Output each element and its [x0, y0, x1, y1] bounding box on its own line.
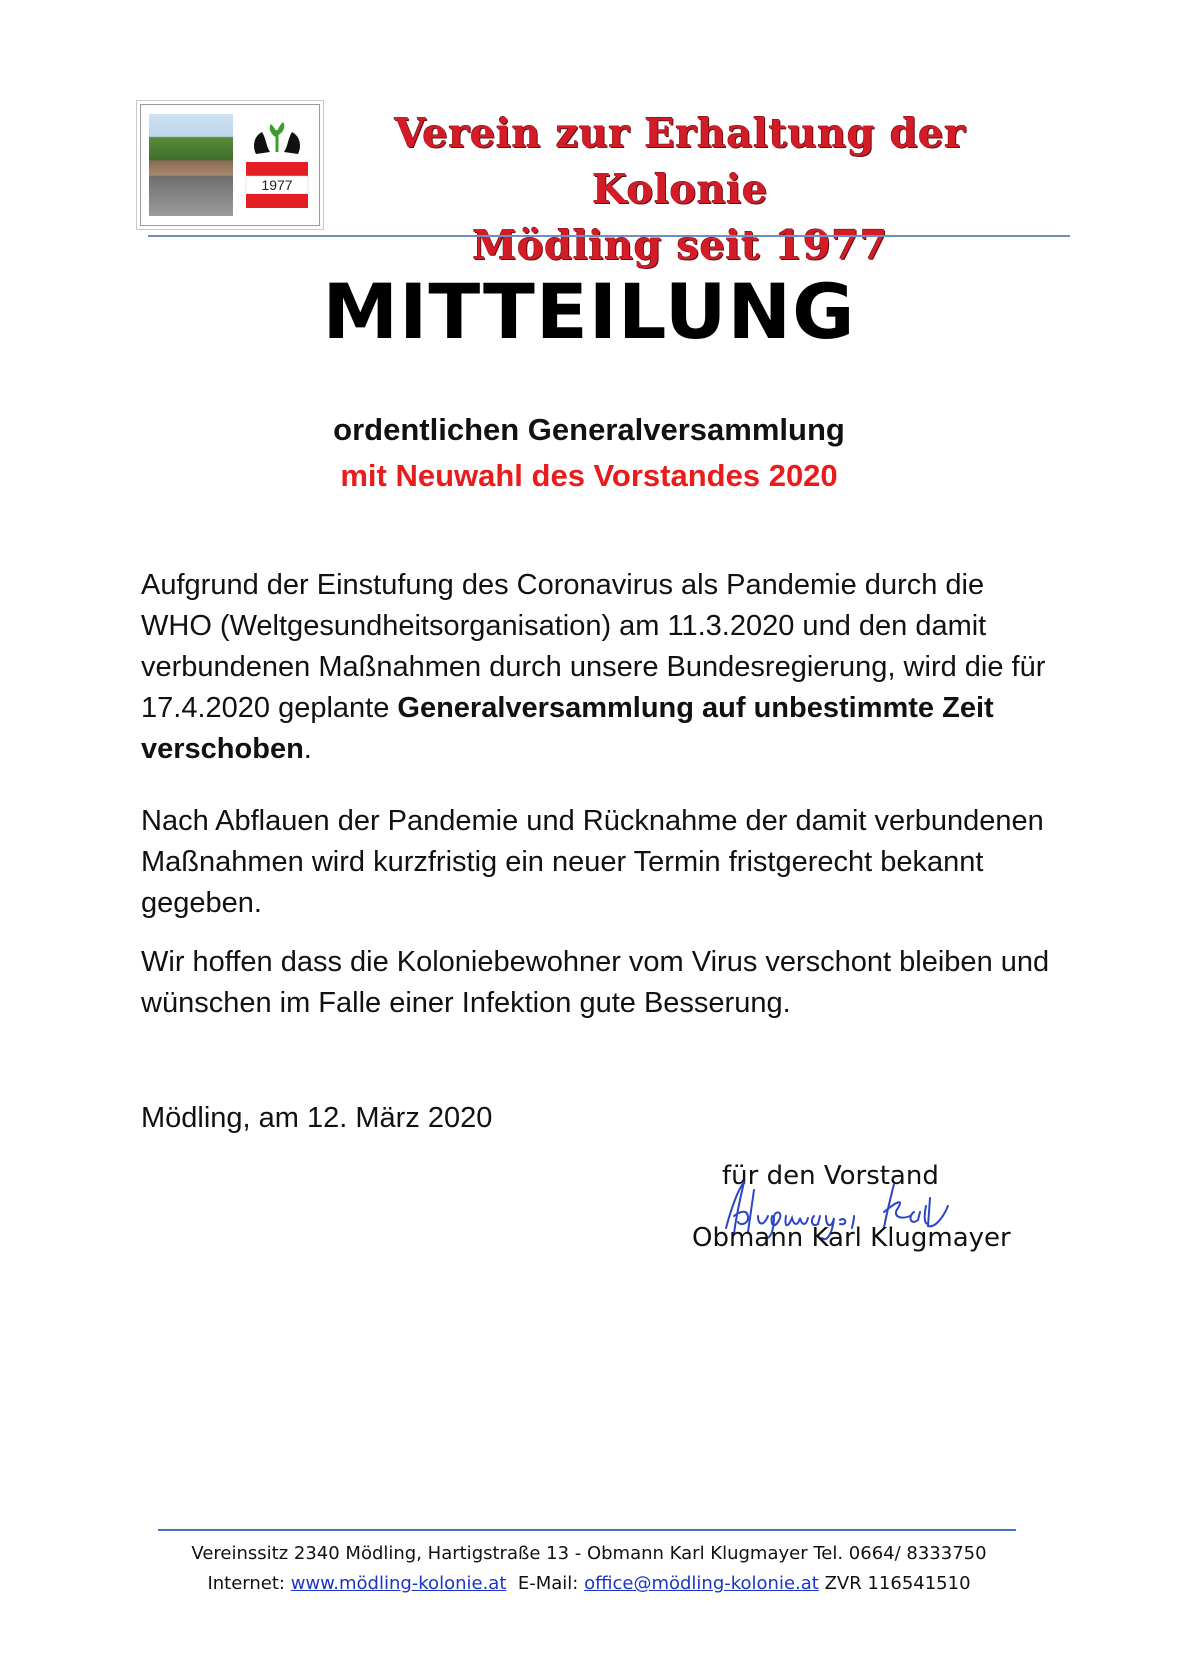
- postponement-emphasis: Generalversammlung auf unbestimmte Zeit verschoben: [141, 692, 994, 765]
- date-line: Mödling, am 12. März 2020: [141, 1102, 493, 1134]
- header-divider: [148, 235, 1070, 237]
- footer-contact: [0, 1570, 1178, 1598]
- club-name-line1: Verein zur Erhaltung der Kolonie: [394, 110, 966, 213]
- footer-address: Vereinssitz 2340 Mödling, Hartigstraße 13 - Obmann Karl Klugmayer Tel. 0664/ 8333750: [191, 1543, 987, 1564]
- website-link[interactable]: www.mödling-kolonie.at: [290, 1573, 507, 1594]
- club-name: [330, 106, 1030, 274]
- email-label: E-Mail:: [517, 1573, 579, 1594]
- zvr-number: ZVR 116541510: [824, 1573, 971, 1594]
- logo-emblem: [244, 116, 310, 214]
- logo-year: 1977: [261, 177, 293, 193]
- email-link[interactable]: office@mödling-kolonie.at: [584, 1573, 819, 1594]
- signature-role: für den Vorstand: [722, 1161, 939, 1191]
- logo-house-photo: [149, 114, 233, 216]
- hands-plant-icon: [254, 122, 300, 154]
- paragraph-end-mark: .: [303, 733, 312, 765]
- paragraph-postponement-text: Aufgrund der Einstufung des Coronavirus als Pandemie durch die WHO (Weltgesundheitsorganisation) am 11.3.2020 und den damit verbundenen Maßnahmen durch unsere Bundesregierung, wird die für 17.4.2020 geplante: [141, 569, 1046, 724]
- signature-name: Obmann Karl Klugmayer: [692, 1223, 1011, 1253]
- paragraph-wishes: Wir hoffen dass die Koloniebewohner vom Virus verschont bleiben und wünschen im Falle einer Infektion gute Besserung.: [141, 946, 1050, 1019]
- paragraph-postponement: [141, 565, 1061, 770]
- subtitle-line2: mit Neuwahl des Vorstandes 2020: [340, 458, 838, 493]
- club-name-line2: Mödling seit 1977: [472, 222, 888, 269]
- internet-label: Internet:: [207, 1573, 285, 1594]
- paragraph-new-date: Nach Abflauen der Pandemie und Rücknahme der damit verbundenen Maßnahmen wird kurzfristig ein neuer Termin fristgerecht bekannt gegeben.: [141, 805, 1044, 919]
- footer-divider: [158, 1529, 1016, 1531]
- page-title: MITTEILUNG: [322, 267, 856, 356]
- subtitle-line1: ordentlichen Generalversammlung: [333, 412, 845, 447]
